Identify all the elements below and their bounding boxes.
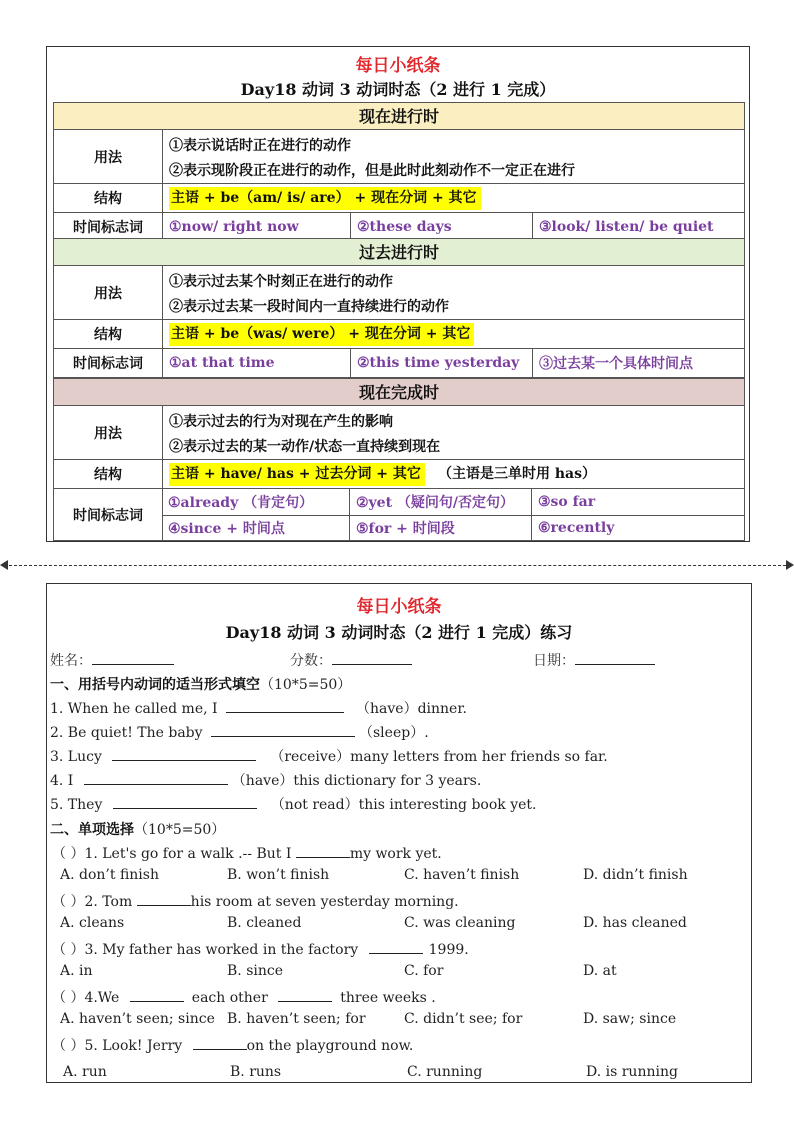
option[interactable]: D. at [583, 963, 617, 979]
fill-blank[interactable] [84, 770, 228, 785]
usage-row [53, 406, 745, 460]
fill-blank[interactable] [113, 794, 257, 809]
question-blank[interactable] [137, 891, 191, 906]
usage-label: 用法 [54, 130, 163, 183]
marker-item: ①already （肯定句） [162, 489, 350, 515]
part2-score: （10*5=50） [134, 822, 226, 838]
fill-item-hint: （not read）this interesting book yet. [270, 797, 537, 813]
fill-item-text: 5. They [50, 797, 103, 813]
answer-paren[interactable]: （ ） [52, 846, 85, 862]
question [52, 939, 469, 959]
usage-line: ①表示过去某个时刻正在进行的动作 [169, 274, 393, 290]
section-header-present-perfect: 现在完成时 [53, 378, 745, 406]
option[interactable]: A. in [60, 963, 93, 979]
marker-item: ②yet （疑问句/否定句） [350, 489, 532, 515]
fill-item-hint: （receive）many letters from her friends so far. [270, 749, 608, 765]
markers-row [53, 349, 745, 378]
markers-row [53, 213, 745, 241]
card-title: Day18 动词 3 动词时态（2 进行 1 完成）练习 [225, 623, 573, 642]
score-blank[interactable] [332, 650, 412, 665]
score-field[interactable] [290, 650, 412, 670]
section-header-present-continuous: 现在进行时 [53, 102, 745, 130]
marker-item: ④since + 时间点 [162, 516, 350, 540]
structure-formula: 主语 + be（was/ were） + 现在分词 + 其它 [169, 323, 474, 346]
option[interactable]: C. didn’t see; for [404, 1011, 523, 1027]
part1-title: 一、用括号内动词的适当形式填空 [50, 677, 260, 693]
fill-blank[interactable] [112, 746, 256, 761]
section-header-past-continuous: 过去进行时 [53, 238, 745, 266]
fill-item [50, 794, 537, 814]
option[interactable]: D. is running [586, 1064, 678, 1080]
question-text-after: 1999. [428, 942, 469, 958]
fill-item-hint: （sleep）. [359, 725, 429, 741]
fill-item-text: 2. Be quiet! The baby [50, 725, 203, 741]
arrow-right-icon [786, 560, 794, 570]
structure-row [53, 184, 745, 213]
arrow-left-icon [0, 560, 8, 570]
answer-paren[interactable]: （ ） [52, 990, 85, 1006]
option[interactable]: D. didn’t finish [583, 867, 688, 883]
part2-heading [50, 819, 225, 839]
exercise-card [46, 583, 752, 1083]
question-blank[interactable] [278, 987, 332, 1002]
question [52, 891, 459, 911]
option[interactable]: B. since [227, 963, 283, 979]
card-header: 每日小纸条 [356, 597, 442, 617]
structure-note: （主语是三单时用 has） [438, 466, 597, 482]
option[interactable]: D. has cleaned [583, 915, 687, 931]
question-text-after: on the playground now. [246, 1038, 414, 1054]
answer-paren[interactable]: （ ） [52, 1038, 85, 1054]
structure-label: 结构 [54, 460, 163, 488]
part1-heading [50, 674, 351, 694]
marker-item: ⑥recently [538, 520, 615, 536]
answer-paren[interactable]: （ ） [52, 894, 85, 910]
markers-label: 时间标志词 [54, 349, 163, 377]
markers-label: 时间标志词 [54, 489, 163, 540]
question-text: 4.We [84, 990, 120, 1006]
marker-item: ③so far [538, 494, 596, 510]
question [52, 1035, 413, 1055]
structure-row [53, 460, 745, 489]
question-blank[interactable] [296, 843, 350, 858]
option[interactable]: C. was cleaning [404, 915, 516, 931]
usage-label: 用法 [54, 266, 163, 319]
score-label: 分数： [290, 653, 332, 669]
markers-label: 时间标志词 [54, 213, 163, 240]
question-text-after: my work yet. [349, 846, 442, 862]
question-text-after: three weeks . [340, 990, 436, 1006]
question-blank[interactable] [369, 939, 423, 954]
structure-label: 结构 [54, 320, 163, 348]
usage-content [163, 130, 744, 183]
option[interactable]: B. cleaned [227, 915, 302, 931]
answer-paren[interactable]: （ ） [52, 942, 85, 958]
name-label: 姓名： [50, 653, 92, 669]
structure-label: 结构 [54, 184, 163, 212]
question-blank[interactable] [193, 1035, 247, 1050]
option[interactable]: B. haven’t seen; for [227, 1011, 366, 1027]
usage-line: ①表示说话时正在进行的动作 [169, 138, 351, 154]
question-text: 3. My father has worked in the factory [84, 942, 359, 958]
marker-item: ①now/ right now [163, 213, 351, 240]
name-blank[interactable] [92, 650, 174, 665]
option[interactable]: B. won’t finish [227, 867, 330, 883]
question-text: 5. Look! Jerry [84, 1038, 183, 1054]
fill-item-text: 4. I [50, 773, 74, 789]
usage-row [53, 130, 745, 184]
marker-item: ②these days [351, 213, 533, 240]
question-blank[interactable] [130, 987, 184, 1002]
option[interactable]: C. for [404, 963, 444, 979]
question-text-after: his room at seven yesterday morning. [190, 894, 459, 910]
fill-item-hint: （have）dinner. [356, 701, 467, 717]
usage-row [53, 266, 745, 320]
part1-score: （10*5=50） [260, 677, 352, 693]
fill-item-hint: （have）this dictionary for 3 years. [231, 773, 482, 789]
marker-item: ②this time yesterday [351, 349, 533, 377]
usage-line: ①表示过去的行为对现在产生的影响 [169, 414, 393, 430]
card-title: Day18 动词 3 动词时态（2 进行 1 完成） [240, 80, 556, 99]
date-label: 日期： [533, 653, 575, 669]
grammar-card [46, 46, 750, 542]
marker-item: ①at that time [163, 349, 351, 377]
structure-row [53, 320, 745, 349]
cut-line [4, 565, 786, 566]
question-text: 1. Let's go for a walk .-- But I [84, 846, 292, 862]
markers-row [53, 489, 745, 541]
option[interactable]: C. running [407, 1064, 483, 1080]
usage-line: ②表示过去的某一动作/状态一直持续到现在 [169, 439, 441, 455]
name-field[interactable] [50, 650, 174, 670]
usage-label: 用法 [54, 406, 163, 459]
marker-item: ③look/ listen/ be quiet [539, 218, 714, 235]
fill-blank[interactable] [211, 722, 355, 737]
question [52, 987, 436, 1007]
fill-item-text: 1. When he called me, I [50, 701, 218, 717]
question-text-mid: each other [191, 990, 268, 1006]
fill-item [50, 770, 481, 790]
option[interactable]: A. run [63, 1064, 107, 1080]
fill-item-text: 3. Lucy [50, 749, 102, 765]
fill-blank[interactable] [226, 698, 344, 713]
date-blank[interactable] [575, 650, 655, 665]
question-text: 2. Tom [84, 894, 133, 910]
marker-item: ⑤for + 时间段 [350, 516, 532, 540]
date-field[interactable] [533, 650, 655, 670]
option[interactable]: D. saw; since [583, 1011, 677, 1027]
card-header: 每日小纸条 [355, 56, 441, 76]
question [52, 843, 442, 863]
fill-item [50, 698, 467, 718]
part2-title: 二、单项选择 [50, 822, 134, 838]
usage-line: ②表示过去某一段时间内一直持续进行的动作 [169, 299, 449, 315]
option[interactable]: A. haven’t seen; since [60, 1011, 215, 1027]
option[interactable]: C. haven’t finish [404, 867, 520, 883]
marker-item: ③过去某一个具体时间点 [539, 356, 693, 372]
usage-line: ②表示现阶段正在进行的动作，但是此时此刻动作不一定正在进行 [169, 163, 575, 179]
structure-formula: 主语 + have/ has + 过去分词 + 其它 [169, 463, 425, 486]
option[interactable]: A. cleans [60, 915, 125, 931]
option[interactable]: B. runs [230, 1064, 282, 1080]
fill-item [50, 746, 608, 766]
structure-formula: 主语 + be（am/ is/ are） + 现在分词 + 其它 [169, 187, 481, 210]
fill-item [50, 722, 429, 742]
option[interactable]: A. don’t finish [60, 867, 159, 883]
